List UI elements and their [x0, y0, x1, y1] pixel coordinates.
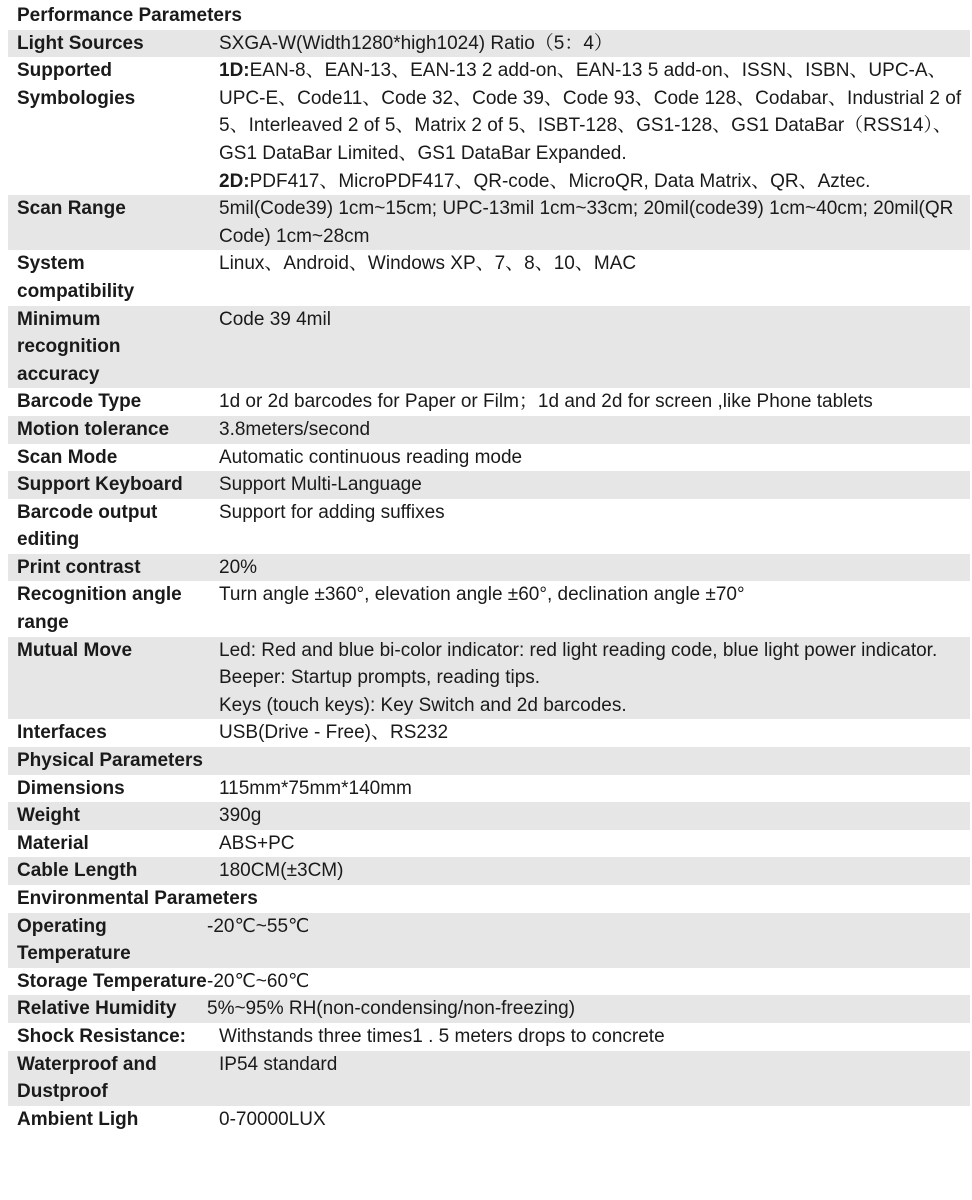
row-label: Relative Humidity — [8, 995, 207, 1023]
row-label: Material — [8, 830, 207, 858]
symbology-2d-prefix: 2D: — [219, 170, 250, 192]
row-light-sources — [8, 30, 970, 58]
row-value: USB(Drive - Free)、RS232 — [207, 719, 970, 747]
row-label: Light Sources — [8, 30, 207, 58]
section-environmental — [8, 885, 970, 913]
row-label: Waterproof and Dustproof — [8, 1051, 207, 1106]
section-title: Physical Parameters — [8, 747, 970, 775]
row-value: ABS+PC — [207, 830, 970, 858]
row-value: SXGA-W(Width1280*high1024) Ratio（5：4） — [207, 30, 970, 58]
symbology-1d-text: EAN-8、EAN-13、EAN-13 2 add-on、EAN-13 5 add-on、ISSN、ISBN、UPC-A、UPC-E、Code11、Code 32、Code 39、Code 93、Code 128、Codabar、Industrial 2 of 5、Interleaved 2 of 5、Matrix 2 of 5、ISBT-128、GS1-128、GS1 DataBar（RSS14）、GS1 DataBar Limited、GS1 DataBar Expanded. — [219, 60, 962, 164]
row-label: System compatibility — [8, 250, 207, 305]
row-label: Scan Mode — [8, 444, 207, 472]
section-physical — [8, 747, 970, 775]
row-barcode-type — [8, 388, 970, 416]
row-mutual-move — [8, 637, 970, 720]
row-relative-humidity — [8, 995, 970, 1023]
row-support-keyboard — [8, 471, 970, 499]
row-output-editing — [8, 499, 970, 554]
row-label: Scan Range — [8, 195, 207, 250]
row-recognition-angle — [8, 581, 970, 636]
row-label: Supported Symbologies — [8, 57, 207, 195]
row-dimensions — [8, 775, 970, 803]
row-motion-tolerance — [8, 416, 970, 444]
symbology-1d-prefix: 1D: — [219, 60, 250, 82]
row-value: Code 39 4mil — [207, 306, 970, 389]
row-ambient-light — [8, 1106, 970, 1134]
symbology-2d-text: PDF417、MicroPDF417、QR-code、MicroQR, Data Matrix、QR、Aztec. — [249, 170, 871, 192]
row-label: Print contrast — [8, 554, 207, 582]
row-value — [207, 57, 970, 195]
row-label: Mutual Move — [8, 637, 207, 720]
row-cable-length — [8, 857, 970, 885]
symbology-2d — [219, 168, 970, 196]
row-label: Storage Temperature — [8, 968, 207, 996]
row-label: Interfaces — [8, 719, 207, 747]
row-value: 3.8meters/second — [207, 416, 970, 444]
row-value: 20% — [207, 554, 970, 582]
row-system-compatibility — [8, 250, 970, 305]
mutual-beeper: Beeper: Startup prompts, reading tips. — [219, 667, 541, 689]
row-value: Automatic continuous reading mode — [207, 444, 970, 472]
row-label: Recognition angle range — [8, 581, 207, 636]
section-title: Performance Parameters — [8, 2, 970, 30]
row-label: Dimensions — [8, 775, 207, 803]
row-value: Withstands three times1 . 5 meters drops to concrete — [207, 1023, 970, 1051]
row-value: IP54 standard — [207, 1051, 970, 1106]
row-value: 1d or 2d barcodes for Paper or Film；1d and 2d for screen ,like Phone tablets — [207, 388, 970, 416]
row-value: Linux、Android、Windows XP、7、8、10、MAC — [207, 250, 970, 305]
spec-table — [8, 2, 970, 1133]
row-print-contrast — [8, 554, 970, 582]
symbology-1d — [219, 57, 970, 167]
row-label: Shock Resistance: — [8, 1023, 207, 1051]
row-value: Turn angle ±360°, elevation angle ±60°, declination angle ±70° — [207, 581, 970, 636]
row-label: Operating Temperature — [8, 913, 207, 968]
row-label: Support Keyboard — [8, 471, 207, 499]
row-value: 0-70000LUX — [207, 1106, 970, 1134]
row-value: 5mil(Code39) 1cm~15cm; UPC-13mil 1cm~33cm; 20mil(code39) 1cm~40cm; 20mil(QR Code) 1cm~28cm — [207, 195, 970, 250]
row-waterproof — [8, 1051, 970, 1106]
row-label: Minimum recognition accuracy — [8, 306, 207, 389]
row-scan-mode — [8, 444, 970, 472]
row-value: Support Multi-Language — [207, 471, 970, 499]
row-minimum-accuracy — [8, 306, 970, 389]
row-label: Barcode output editing — [8, 499, 207, 554]
row-label: Motion tolerance — [8, 416, 207, 444]
row-label: Ambient Ligh — [8, 1106, 207, 1134]
section-performance — [8, 2, 970, 30]
row-value: 5%~95% RH(non-condensing/non-freezing) — [207, 995, 970, 1023]
row-material — [8, 830, 970, 858]
row-scan-range — [8, 195, 970, 250]
section-title: Environmental Parameters — [8, 885, 970, 913]
row-value: -20℃~60℃ — [207, 968, 970, 996]
mutual-led: Led: Red and blue bi-color indicator: red light reading code, blue light power indicator. — [219, 639, 938, 661]
row-storage-temperature — [8, 968, 970, 996]
row-value: 390g — [207, 802, 970, 830]
row-label: Cable Length — [8, 857, 207, 885]
row-shock-resistance — [8, 1023, 970, 1051]
row-value — [207, 637, 970, 720]
row-value: -20℃~55℃ — [207, 913, 970, 968]
row-weight — [8, 802, 970, 830]
row-symbologies — [8, 57, 970, 195]
row-value: 115mm*75mm*140mm — [207, 775, 970, 803]
row-label: Weight — [8, 802, 207, 830]
row-operating-temperature — [8, 913, 970, 968]
row-label: Barcode Type — [8, 388, 207, 416]
row-value: 180CM(±3CM) — [207, 857, 970, 885]
row-interfaces — [8, 719, 970, 747]
row-value: Support for adding suffixes — [207, 499, 970, 554]
mutual-keys: Keys (touch keys): Key Switch and 2d barcodes. — [219, 694, 627, 716]
